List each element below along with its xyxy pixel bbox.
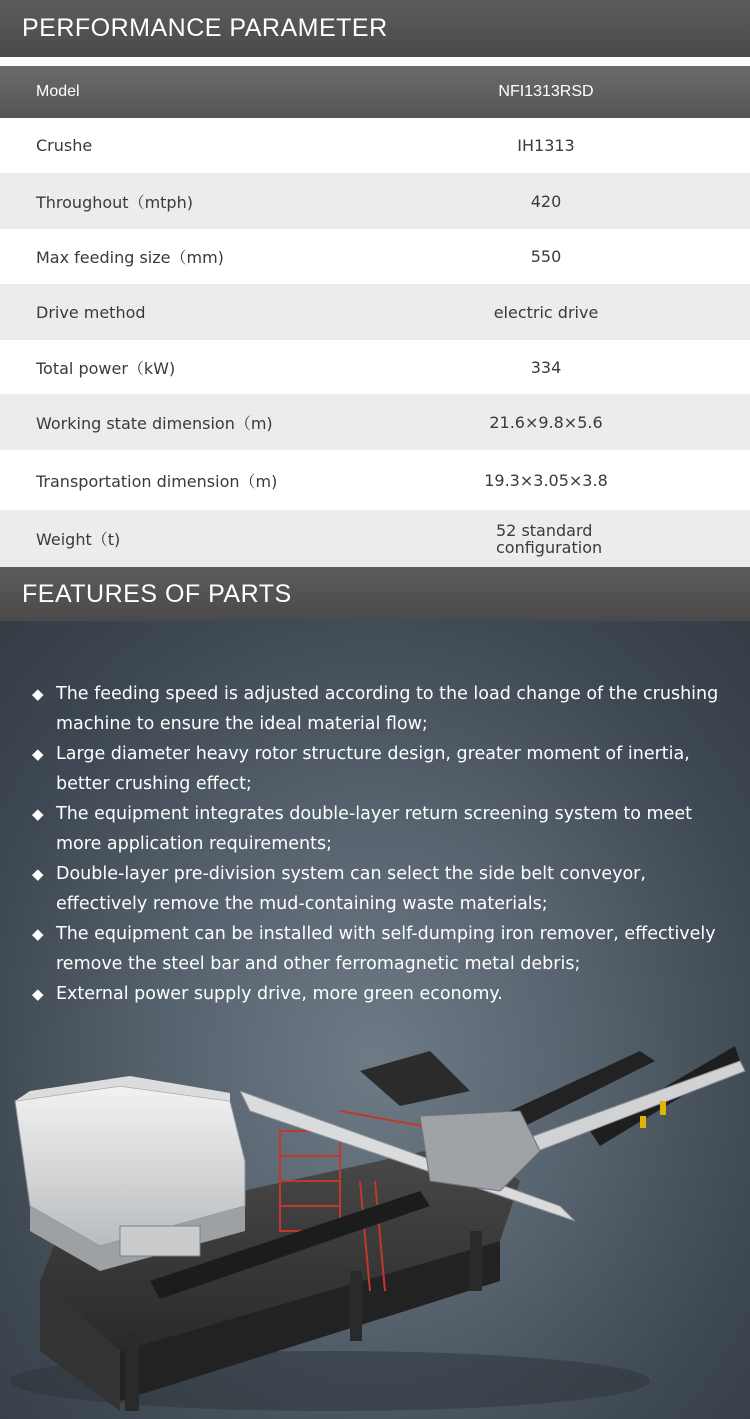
table-row [0, 229, 750, 284]
table-header-row [0, 66, 750, 118]
feature-text: Double-layer pre-division system can select the side belt conveyor, effectively remove the mud-containing waste materials; [56, 864, 646, 914]
features-of-parts-header: FEATURES OF PARTS [0, 567, 750, 621]
list-item [30, 799, 730, 859]
row-value: 19.3×3.05×3.8 [484, 470, 608, 490]
list-item [30, 739, 730, 799]
diamond-bullet-icon: ◆ [32, 985, 44, 1003]
row-value: 21.6×9.8×5.6 [489, 412, 603, 432]
row-label: Transportation dimension（m) [36, 471, 278, 491]
row-label: Throughout（mtph) [36, 192, 193, 212]
row-label: Total power（kW) [36, 358, 176, 378]
diamond-bullet-icon: ◆ [32, 805, 44, 823]
mobile-crusher-illustration [0, 1031, 750, 1419]
diamond-bullet-icon: ◆ [32, 925, 44, 943]
list-item [30, 979, 730, 1009]
table-row [0, 394, 750, 450]
row-label: Weight（t) [36, 530, 121, 549]
feature-text: The equipment integrates double-layer return screening system to meet more application requirements; [56, 804, 692, 854]
table-row [0, 450, 750, 510]
row-value-line: 52 standard [496, 520, 593, 540]
list-item [30, 679, 730, 739]
row-value: IH1313 [517, 136, 575, 155]
feature-text: The feeding speed is adjusted according to the load change of the crushing machine to ensure the ideal material flow; [56, 684, 719, 734]
feature-list [30, 679, 730, 1009]
row-label: Working state dimension（m) [36, 413, 273, 433]
diamond-bullet-icon: ◆ [32, 745, 44, 763]
row-value: 420 [530, 191, 562, 211]
header-value: NFI1313RSD [498, 83, 594, 100]
row-value [496, 510, 696, 567]
row-label: Crushe [36, 136, 93, 155]
diamond-bullet-icon: ◆ [32, 685, 44, 703]
row-label: Max feeding size（mm) [36, 248, 224, 267]
performance-table [0, 66, 750, 567]
list-item [30, 919, 730, 979]
feature-text: External power supply drive, more green economy. [56, 984, 503, 1004]
row-label: Drive method [36, 302, 146, 322]
table-row [0, 340, 750, 394]
feature-text: Large diameter heavy rotor structure design, greater moment of inertia, better crushing effect; [56, 744, 690, 794]
feature-text: The equipment can be installed with self-dumping iron remover, effectively remove the steel bar and other ferromagnetic metal debris; [56, 924, 716, 974]
table-row [0, 284, 750, 340]
header-label: Model [36, 83, 80, 100]
performance-parameter-header: PERFORMANCE PARAMETER [0, 0, 750, 57]
row-value: electric drive [493, 302, 599, 322]
features-panel [0, 621, 750, 1419]
table-row [0, 173, 750, 229]
list-item [30, 859, 730, 919]
row-value: 334 [530, 357, 562, 377]
row-value: 550 [530, 247, 562, 266]
diamond-bullet-icon: ◆ [32, 865, 44, 883]
row-value-line: configuration [496, 537, 603, 557]
table-row [0, 118, 750, 173]
table-row [0, 510, 750, 567]
